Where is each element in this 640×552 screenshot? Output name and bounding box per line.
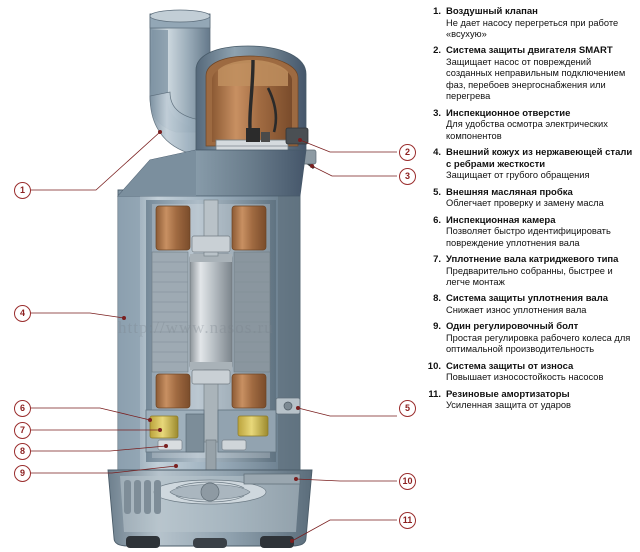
legend-item-8 — [424, 293, 636, 316]
legend-number: 8. — [433, 293, 441, 305]
callout-marker-6[interactable]: 6 — [14, 400, 31, 417]
callout-marker-3[interactable]: 3 — [399, 168, 416, 185]
legend-title: Инспекционное отверстие — [446, 107, 571, 119]
callout-marker-5[interactable]: 5 — [399, 400, 416, 417]
legend-description: Усиленная защита от ударов — [446, 400, 571, 411]
legend-description: Повышает износостойкость насосов — [446, 372, 604, 383]
legend-number: 5. — [433, 186, 441, 198]
legend-title: Воздушный клапан — [446, 6, 538, 17]
callout-marker-2[interactable]: 2 — [399, 144, 416, 161]
legend-description: Защищает насос от повреждений созданных неправильным подключением фаз, перебоев энергоснабжения или перегрева — [446, 57, 626, 102]
legend-number: 1. — [433, 6, 441, 17]
legend-title: Один регулировочный болт — [446, 321, 579, 333]
legend-item-4 — [424, 147, 636, 182]
legend-description: Для удобства осмотра электрических компонентов — [446, 119, 608, 141]
legend-description: Защищает от грубого обращения — [446, 170, 590, 181]
legend-number: 10. — [427, 360, 441, 372]
legend-number: 9. — [433, 321, 441, 333]
legend-number: 6. — [433, 214, 441, 226]
legend-title: Инспекционная камера — [446, 214, 556, 226]
callout-marker-8[interactable]: 8 — [14, 443, 31, 460]
legend-item-7 — [424, 254, 636, 288]
callout-marker-11[interactable]: 11 — [399, 512, 416, 529]
legend-title: Внешняя масляная пробка — [446, 186, 573, 198]
legend-description: Позволяет быстро идентифицировать повреждение уплотнения вала — [446, 226, 611, 248]
legend-number: 3. — [433, 107, 441, 119]
legend-title: Система защиты от износа — [446, 360, 574, 372]
legend-title: Внешний кожух из нержавеющей стали с ребрами жесткости — [446, 147, 633, 170]
legend-title: Резиновые амортизаторы — [446, 388, 570, 400]
legend-item-9 — [424, 321, 636, 355]
legend-item-10 — [424, 361, 636, 384]
legend-item-5 — [424, 187, 636, 210]
legend-number: 7. — [433, 254, 441, 266]
callout-marker-4[interactable]: 4 — [14, 305, 31, 322]
watermark-text: http://www.nasos.ru — [118, 318, 274, 337]
legend-list — [424, 6, 636, 550]
legend-item-1 — [424, 6, 636, 40]
legend-number: 11. — [428, 388, 441, 400]
legend-description: Снижает износ уплотнения вала — [446, 305, 587, 316]
legend-description: Предварительно собранны, быстрее и легче монтаж — [446, 265, 613, 288]
callout-marker-7[interactable]: 7 — [14, 422, 31, 439]
legend-description: Не дает насосу перегреться при работе «всухую» — [446, 17, 619, 39]
legend-description: Простая регулировка рабочего колеса для оптимальной производительность — [446, 333, 631, 355]
legend-title: Система защиты двигателя SMART — [446, 45, 613, 57]
callout-marker-10[interactable]: 10 — [399, 473, 416, 490]
legend-number: 2. — [433, 45, 441, 57]
legend-number: 4. — [433, 147, 441, 159]
legend-item-11 — [424, 389, 636, 412]
legend-item-2 — [424, 45, 636, 102]
legend-title: Уплотнение вала катриджевого типа — [446, 254, 619, 266]
legend-item-6 — [424, 215, 636, 249]
legend-title: Система защиты уплотнения вала — [446, 293, 609, 305]
callout-marker-9[interactable]: 9 — [14, 465, 31, 482]
legend-item-3 — [424, 108, 636, 142]
legend-description: Облегчает проверку и замену масла — [446, 198, 604, 209]
callout-marker-1[interactable]: 1 — [14, 182, 31, 199]
